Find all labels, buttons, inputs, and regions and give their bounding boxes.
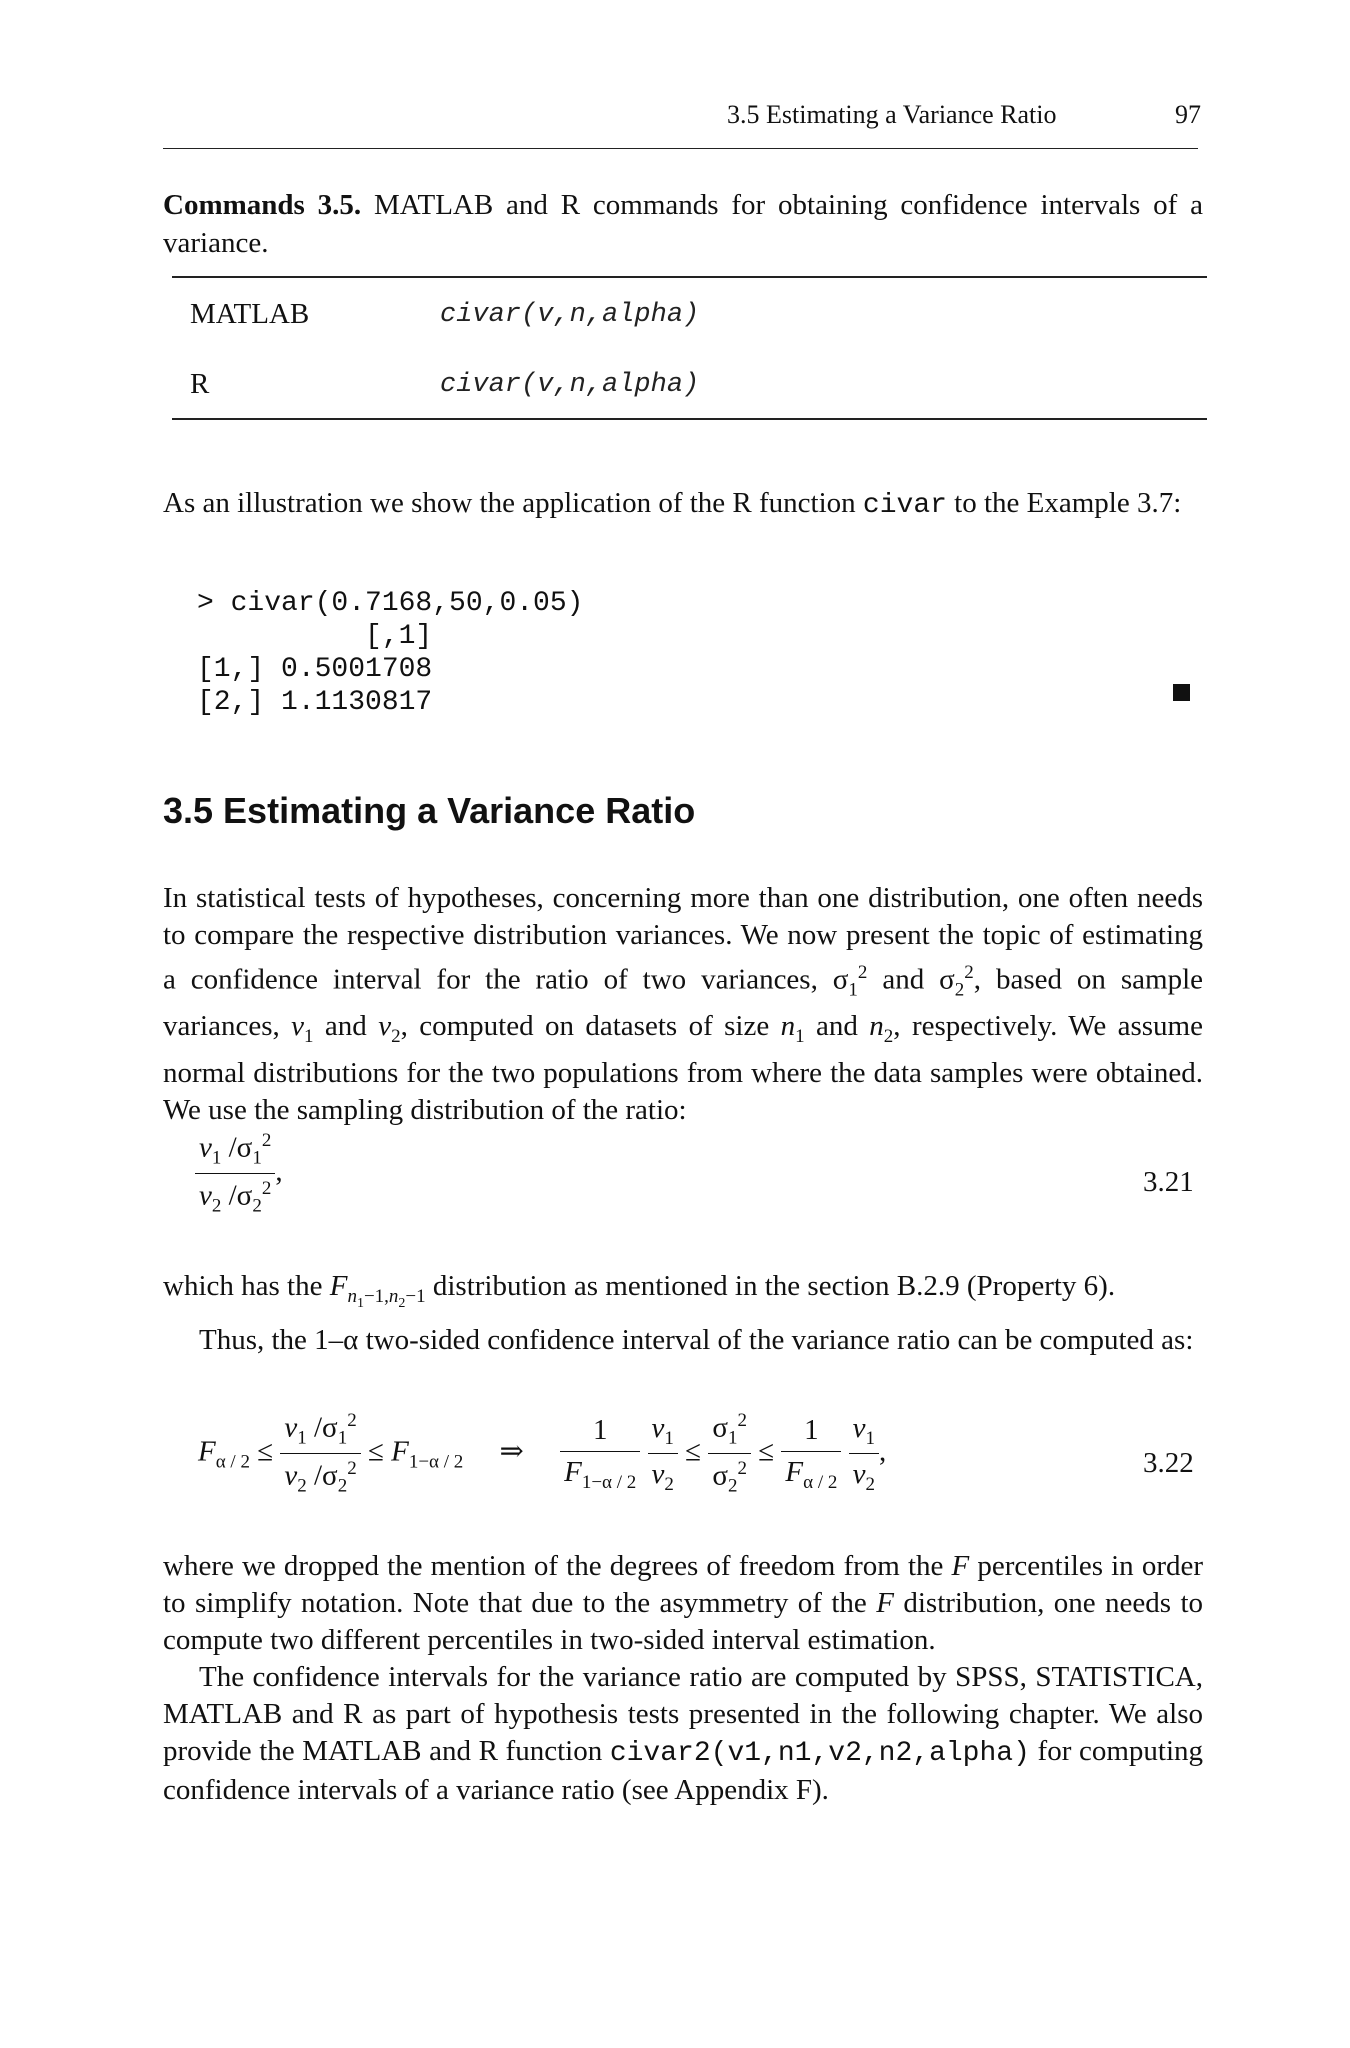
equation-3-22: $F_{\alpha / 2}$ ≤ $\frac{v_1 /\sigma_1^2}{v_2 /\sigma_2^2}$ ≤ $F_{1-\alpha / 2}$ ⇒ $\frac{1}{F_{1-\alpha / 2}}$ $\frac{v_1}{v_2}$ ≤ $\frac{\sigma_1^2}{\sigma_2^2}$ ≤ $\frac{1}{F_{\alpha / 2}}$ $\frac{v_1}{v_2}$ ,: [198, 1410, 887, 1497]
civar2-code: civar2(v1,n1,v2,n2,alpha): [609, 1738, 1030, 1769]
section-title: 3.5 Estimating a Variance Ratio: [163, 790, 696, 831]
p1-text: and: [313, 1010, 379, 1043]
table-row-matlab-label: MATLAB: [190, 298, 310, 330]
commands-caption-label: Commands 3.5.: [163, 189, 362, 221]
after-eq321-text-after: distribution as mentioned in the section B.2.9 (Property 6).: [432, 1270, 1116, 1302]
final-paragraph: [163, 1548, 1203, 1809]
text: F: [951, 1550, 970, 1582]
p1-text: , computed on datasets of size: [400, 1010, 781, 1043]
p1-text: and: [804, 1010, 870, 1043]
after-eq321-paragraph: which has the $F_{n_1-1,n_2-1}$ distribution as mentioned in the section B.2.9 (Property 6). Thus, the 1–α two-sided confidence interval of the variance ratio can be computed as:: [163, 1268, 1203, 1359]
p1-text: In statistical tests of hypotheses, concerning more than one distribution, one often needs to compare the respective distribution variances. We now present the topic of estimating a confidence interval for the ratio of two variances,: [163, 882, 1203, 996]
final-paragraph-1: [163, 1548, 1203, 1659]
table-row-r-label: R: [190, 368, 210, 400]
illustration-text-after: to the Example 3.7:: [954, 487, 1182, 519]
text: distribution, one needs to compute two different percentiles in two-sided interval estimation.: [163, 1587, 1204, 1656]
commands-caption: [163, 186, 1203, 262]
equation-number-3-22: 3.22: [1143, 1447, 1194, 1479]
code-line: [,1]: [197, 621, 433, 652]
code-line: > civar(0.7168,50,0.05): [197, 588, 584, 619]
p1-text: , respectively. We assume normal distributions for the two populations from where the data samples were obtained. We use the sampling distribution of the ratio:: [163, 1010, 1203, 1127]
thus-line: Thus, the 1–α two-sided confidence interval of the variance ratio can be computed as:: [199, 1323, 1194, 1356]
illustration-function-name: civar: [862, 490, 947, 521]
illustration-text-before: As an illustration we show the application of the R function: [163, 487, 856, 519]
text: F: [876, 1587, 894, 1619]
p1-text: and: [867, 963, 940, 996]
p1-text: , based on sample variances,: [163, 963, 1204, 1043]
table-bottom-rule: [172, 418, 1207, 420]
code-block: [197, 587, 583, 719]
after-eq321-text-before: which has the: [163, 1270, 323, 1302]
text: percentiles in order to simplify notation. Note that due to the asymmetry of the: [163, 1550, 1204, 1619]
text: The confidence intervals for the variance ratio are computed by SPSS, STATISTICA, MATLAB and R as part of hypothesis tests presented in the following chapter. We also provide the MATLAB and R function: [163, 1661, 1203, 1767]
code-line: [2,] 1.1130817: [197, 687, 433, 718]
page-number: 97: [1175, 100, 1201, 129]
table-top-rule: [172, 276, 1207, 278]
illustration-paragraph: [163, 485, 1203, 524]
end-of-example-mark: [1173, 684, 1190, 701]
equation-number-3-21: 3.21: [1143, 1166, 1194, 1198]
commands-caption-text: MATLAB and R commands for obtaining confidence intervals of a variance.: [163, 189, 1204, 259]
running-header-title: 3.5 Estimating a Variance Ratio: [727, 100, 1057, 129]
equation-3-21: $\frac{v_1 /\sigma_1^2}{v_2 /\sigma_2^2}$ ,: [195, 1130, 283, 1218]
table-row-r-command: civar(v,n,alpha): [440, 370, 700, 400]
section-paragraph-1: In statistical tests of hypotheses, concerning more than one distribution, one often needs to compare the respective distribution variances. We now present the topic of estimating a confidence interval for the ratio of two variances, $\sigma_1^2$ and $\sigma_2^2$, based on sample variances, $v_1$ and $v_2$, computed on datasets of size $n_1$ and $n_2$, respectively. We assume normal distributions for the two populations from where the data samples were obtained. We use the sampling distribution of the ratio:: [163, 882, 1204, 1127]
code-line: [1,] 0.5001708: [197, 654, 433, 685]
text: for computing confidence intervals of a variance ratio (see Appendix F).: [163, 1735, 1204, 1806]
header-rule: [163, 148, 1198, 149]
text: where we dropped the mention of the degrees of freedom from the: [163, 1550, 944, 1582]
table-row-matlab-command: civar(v,n,alpha): [440, 300, 700, 330]
final-paragraph-2: [163, 1659, 1203, 1809]
